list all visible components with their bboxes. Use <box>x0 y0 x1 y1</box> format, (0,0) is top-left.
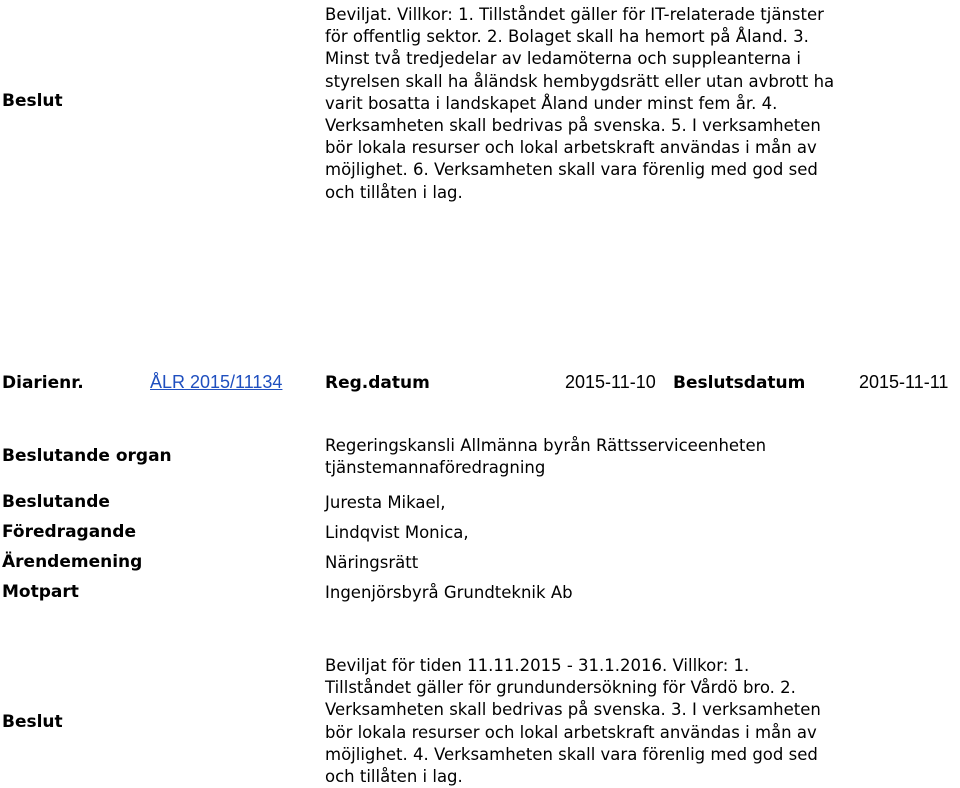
regdatum-value: 2015-11-10 <box>565 372 656 392</box>
decision-line: bör lokala resurser och lokal arbetskraft användas i mån av <box>325 138 817 158</box>
decision-line: och tillåten i lag. <box>325 767 463 787</box>
decision-line: möjlighet. 4. Verksamheten skall vara förenlig med god sed <box>325 744 818 764</box>
decision-label: Beslut <box>2 91 63 111</box>
decision-line: styrelsen skall ha åländsk hembygdsrätt eller utan avbrott ha <box>325 71 835 91</box>
organ-label: Beslutande organ <box>2 446 172 466</box>
decision-line: bör lokala resurser och lokal arbetskraft användas i mån av <box>325 722 817 742</box>
motpart-value: Ingenjörsbyrå Grundteknik Ab <box>325 583 573 602</box>
decision-line: och tillåten i lag. <box>325 182 463 202</box>
diarienr-label: Diarienr. <box>2 373 84 393</box>
decision-line: Minst två tredjedelar av ledamöterna och suppleanterna i <box>325 49 802 69</box>
decision-line: Beviljat. Villkor: 1. Tillståndet gäller för IT-relaterade tjänster <box>325 5 824 24</box>
decision-line: Tillståndet gäller för grundundersökning för Vårdö bro. 2. <box>325 678 796 698</box>
beslutande-value: Juresta Mikael, <box>325 493 446 512</box>
organ-line: Regeringskansli Allmänna byrån Rättsserviceenheten <box>325 436 767 455</box>
arendemening-value: Näringsrätt <box>325 553 419 572</box>
organ-line: tjänstemannaföredragning <box>325 458 546 478</box>
diarienr-link[interactable]: ÅLR 2015/11134 <box>150 372 283 392</box>
decision-line: för offentlig sektor. 2. Bolaget skall ha hemort på Åland. 3. <box>325 27 809 47</box>
decision-line: varit bosatta i landskapet Åland under minst fem år. 4. <box>325 93 778 113</box>
regdatum-label: Reg.datum <box>325 373 430 393</box>
organ-value <box>325 435 766 479</box>
foredragande-value: Lindqvist Monica, <box>325 523 469 542</box>
decision-line: möjlighet. 6. Verksamheten skall vara förenlig med god sed <box>325 160 818 180</box>
decision-line: Verksamheten skall bedrivas på svenska. 3. I verksamheten <box>325 700 821 720</box>
foredragande-label: Föredragande <box>2 522 136 542</box>
decision-label: Beslut <box>2 712 63 732</box>
decision-line: Verksamheten skall bedrivas på svenska. 5. I verksamheten <box>325 116 821 136</box>
decision-text <box>325 4 945 204</box>
decision-text <box>325 655 945 788</box>
beslutsdatum-value: 2015-11-11 <box>859 372 949 392</box>
beslutande-label: Beslutande <box>2 492 110 512</box>
arendemening-label: Ärendemening <box>2 552 143 572</box>
beslutsdatum-label: Beslutsdatum <box>673 373 806 393</box>
motpart-label: Motpart <box>2 582 79 602</box>
decision-line: Beviljat för tiden 11.11.2015 - 31.1.2016. Villkor: 1. <box>325 656 750 675</box>
